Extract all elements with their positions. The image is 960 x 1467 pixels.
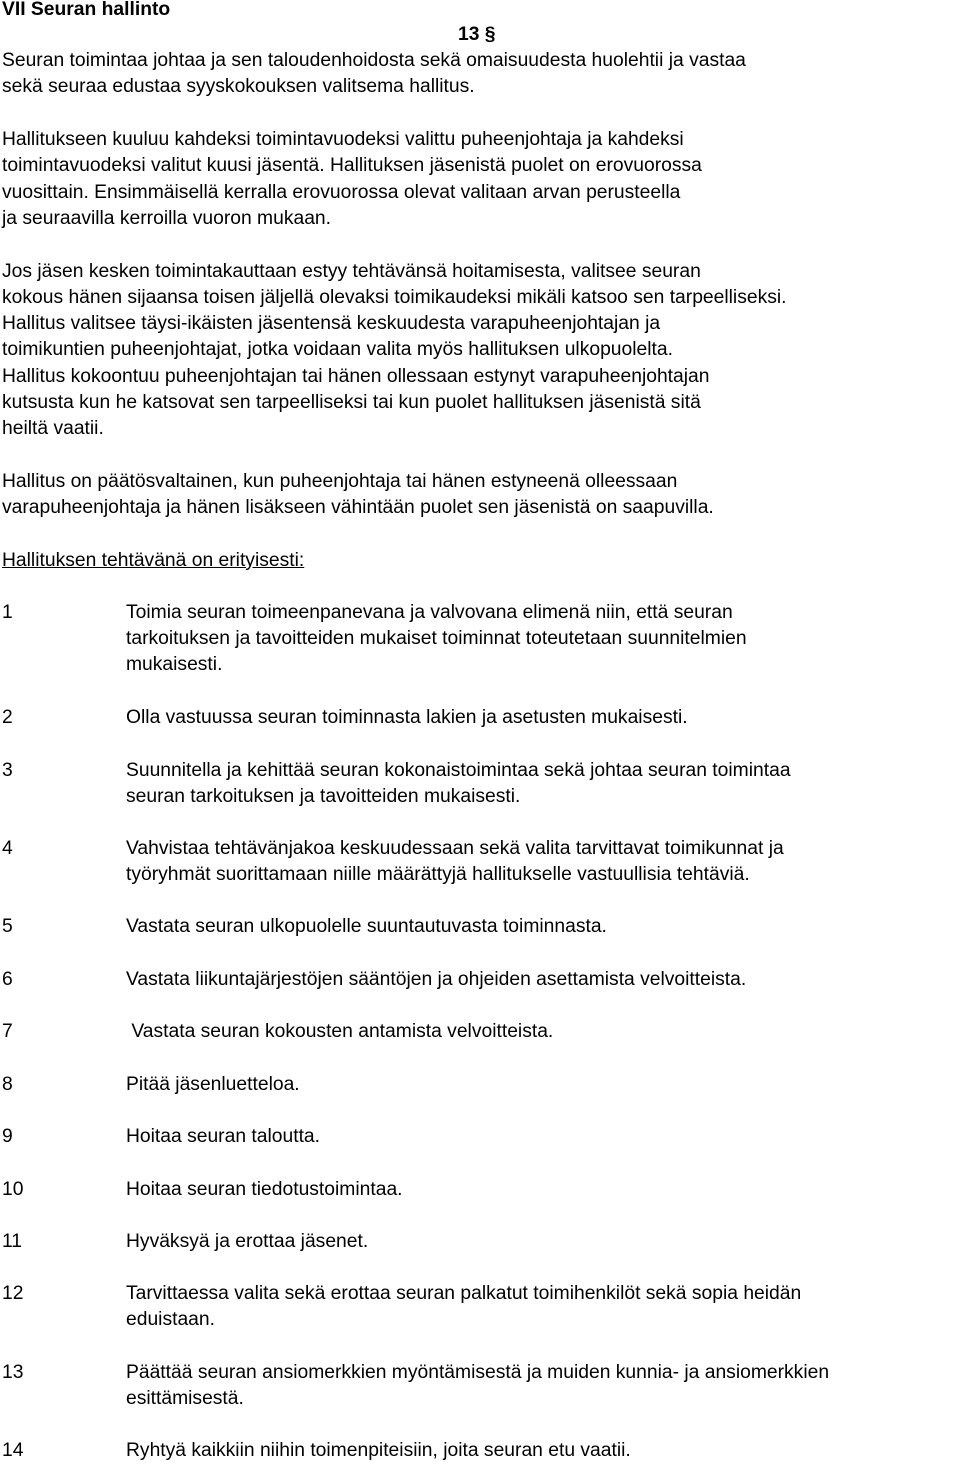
duty-text: Ryhtyä kaikkiin niihin toimenpiteisiin, joita seuran etu vaatii. — [126, 1440, 631, 1461]
composition-line: vuosittain. Ensimmäisellä kerralla erovuorossa olevat valitaan arvan perusteella — [2, 182, 681, 203]
duty-number: 12 — [2, 1283, 24, 1304]
duty-number: 8 — [2, 1074, 13, 1095]
duty-number: 4 — [2, 838, 13, 859]
duty-text: Suunnitella ja kehittää seuran kokonaistoimintaa sekä johtaa seuran toimintaa — [126, 760, 791, 781]
duty-text: Päättää seuran ansiomerkkien myöntämisestä ja muiden kunnia- ja ansiomerkkien — [126, 1362, 830, 1383]
duty-text: Vahvistaa tehtävänjakoa keskuudessaan sekä valita tarvittavat toimikunnat ja — [126, 838, 784, 859]
duty-text: Hoitaa seuran taloutta. — [126, 1126, 321, 1147]
rules-line: heiltä vaatii. — [2, 418, 104, 439]
duty-number: 10 — [2, 1179, 24, 1200]
rules-line: Hallitus valitsee täysi-ikäisten jäsentensä keskuudesta varapuheenjohtajan ja — [2, 313, 661, 334]
duty-text: työryhmät suorittamaan niille määrättyjä hallitukselle vastuullisia tehtäviä. — [126, 864, 750, 885]
rules-line: kokous hänen sijaansa toisen jäljellä olevaksi toimikaudeksi mikäli katsoo sen tarpeelliseksi. — [2, 287, 787, 308]
duty-text: Vastata liikuntajärjestöjen sääntöjen ja ohjeiden asettamista velvoitteista. — [126, 969, 747, 990]
intro-line: sekä seuraa edustaa syyskokouksen valitsema hallitus. — [2, 76, 475, 97]
duty-number: 11 — [2, 1231, 23, 1252]
duty-number: 13 — [2, 1362, 24, 1383]
quorum-line: varapuheenjohtaja ja hänen lisäkseen vähintään puolet sen jäsenistä on saapuvilla. — [2, 497, 714, 518]
rules-line: kutsusta kun he katsovat sen tarpeelliseksi tai kun puolet hallituksen jäsenistä sitä — [2, 392, 701, 413]
section-title: VII Seuran hallinto — [2, 0, 171, 20]
intro-line: Seuran toimintaa johtaa ja sen taloudenhoidosta sekä omaisuudesta huolehtii ja vastaa — [2, 50, 746, 71]
paragraph-number: 13 § — [458, 24, 496, 45]
composition-line: toimintavuodeksi valitut kuusi jäsentä. Hallituksen jäsenistä puolet on erovuorossa — [2, 155, 702, 176]
composition-line: ja seuraavilla kerroilla vuoron mukaan. — [2, 208, 332, 229]
duty-number: 2 — [2, 707, 13, 728]
duty-number: 6 — [2, 969, 13, 990]
duty-number: 3 — [2, 760, 13, 781]
rules-line: Hallitus kokoontuu puheenjohtajan tai hänen ollessaan estynyt varapuheenjohtajan — [2, 366, 710, 387]
duties-heading: Hallituksen tehtävänä on erityisesti: — [2, 550, 305, 571]
duty-text: seuran tarkoituksen ja tavoitteiden mukaisesti. — [126, 786, 521, 807]
duty-number: 14 — [2, 1440, 24, 1461]
duty-text: mukaisesti. — [126, 654, 223, 675]
duty-text: Hoitaa seuran tiedotustoimintaa. — [126, 1179, 403, 1200]
duty-text: Olla vastuussa seuran toiminnasta lakien ja asetusten mukaisesti. — [126, 707, 688, 728]
duty-text: Pitää jäsenluetteloa. — [126, 1074, 300, 1095]
rules-line: Jos jäsen kesken toimintakauttaan estyy tehtävänsä hoitamisesta, valitsee seuran — [2, 261, 701, 282]
duty-text: eduistaan. — [126, 1309, 215, 1330]
duty-text: Hyväksyä ja erottaa jäsenet. — [126, 1231, 369, 1252]
quorum-line: Hallitus on päätösvaltainen, kun puheenjohtaja tai hänen estyneenä olleessaan — [2, 471, 678, 492]
duty-number: 1 — [2, 602, 13, 623]
duty-number: 7 — [2, 1021, 13, 1042]
duty-text: tarkoituksen ja tavoitteiden mukaiset toiminnat toteutetaan suunnitelmien — [126, 628, 747, 649]
duty-number: 5 — [2, 916, 13, 937]
composition-line: Hallitukseen kuuluu kahdeksi toimintavuodeksi valittu puheenjohtaja ja kahdeksi — [2, 129, 684, 150]
duty-number: 9 — [2, 1126, 13, 1147]
duty-text: Tarvittaessa valita sekä erottaa seuran palkatut toimihenkilöt sekä sopia heidän — [126, 1283, 802, 1304]
duty-text: Vastata seuran kokousten antamista velvoitteista. — [126, 1021, 554, 1042]
duty-text: Toimia seuran toimeenpanevana ja valvovana elimenä niin, että seuran — [126, 602, 733, 623]
duty-text: Vastata seuran ulkopuolelle suuntautuvasta toiminnasta. — [126, 916, 607, 937]
rules-line: toimikuntien puheenjohtajat, jotka voidaan valita myös hallituksen ulkopuolelta. — [2, 339, 673, 360]
duty-text: esittämisestä. — [126, 1388, 244, 1409]
